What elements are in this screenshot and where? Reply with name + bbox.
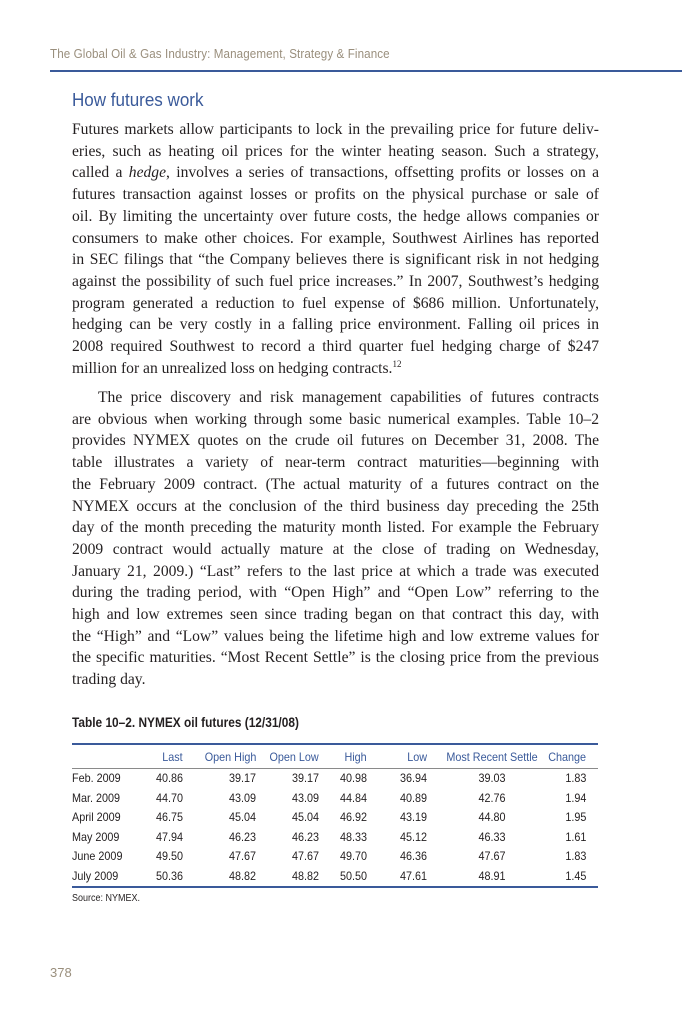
paragraph-1-line: Futures markets allow participants to lock in the prevailing price for future deliv-	[72, 121, 599, 138]
paragraph-2-line: trading day.	[72, 671, 146, 689]
paragraph-1-line: million for an unrealized loss on hedging contracts.$^{12}$	[72, 358, 402, 377]
paragraph-1-line: oil. By limiting the uncertainty over future costs, the hedge allows companies or	[72, 207, 599, 225]
row-label: July 2009	[72, 869, 119, 883]
paragraph-2-line: the February 2009 contract. (The actual maturity of a futures contract on the	[72, 475, 599, 493]
paragraph-1-line: hedging can be very costly in a falling price environment. Falling oil prices in	[72, 316, 599, 334]
paragraph-2	[72, 387, 599, 691]
paragraph-2-line: day of the month preceding the maturity month listed. For example the February	[72, 519, 599, 537]
column-header: Open High	[204, 750, 256, 764]
column-header: Open Low	[269, 750, 319, 764]
footnote-ref: 12	[392, 358, 402, 369]
paragraph-2-line: the specific maturities. “Most Recent Settle” is the closing price from the previous	[72, 649, 599, 667]
paragraph-1-line: consumers to make other choices. For example, Southwest Airlines has reported	[72, 229, 599, 247]
table-cell: 50.36	[155, 869, 183, 883]
paragraph-1-line: 2008 required Southwest to record a third quarter fuel hedging charge of $247	[72, 338, 599, 356]
table-cell: 46.36	[399, 849, 427, 863]
table-cell: 47.67	[228, 849, 256, 863]
table-cell: 39.17	[291, 771, 319, 785]
table-cell: 1.45	[564, 869, 586, 883]
row-label: Mar. 2009	[72, 791, 121, 805]
table-cell: 48.82	[291, 869, 319, 883]
paragraph-2-line: are obvious when working through some basic numerical examples. Table 10–2	[72, 410, 599, 428]
table-cell: 47.61	[399, 869, 427, 883]
table-cell: 48.33	[339, 830, 367, 844]
paragraph-2-line: table illustrates a variety of near-term contract maturities—beginning with	[72, 454, 599, 472]
column-header: Change	[548, 750, 586, 764]
paragraph-1-line: in SEC filings that “the Company believes there is significant risk in not hedging	[72, 251, 599, 269]
paragraph-2-line: high and low extremes seen since trading began on that contract this day, with	[72, 606, 599, 624]
column-header: Low	[407, 750, 427, 764]
paragraph-2-line: The price discovery and risk management capabilities of futures contracts	[98, 389, 599, 406]
table-cell: 39.17	[228, 771, 256, 785]
paragraph-2-line: NYMEX occurs at the conclusion of the third business day preceding the 25th	[72, 497, 599, 515]
table-cell: 46.23	[291, 830, 319, 844]
table-cell: 49.70	[339, 849, 367, 863]
table-cell: 48.82	[228, 869, 256, 883]
table-cell: 39.03	[478, 771, 506, 785]
table-cell: 1.83	[564, 849, 586, 863]
paragraph-2-line: the “High” and “Low” values being the lifetime high and low extreme values for	[72, 627, 599, 645]
table-cell: 40.98	[339, 771, 367, 785]
row-label: April 2009	[72, 810, 121, 824]
paragraph-2-line: January 21, 2009.) “Last” refers to the last price at which a trade was executed	[72, 562, 599, 580]
table-cell: 46.75	[155, 810, 183, 824]
table-cell: 47.67	[478, 849, 506, 863]
row-label: June 2009	[72, 849, 123, 863]
table-cell: 42.76	[478, 791, 506, 805]
table-cell: 44.84	[339, 791, 367, 805]
section-heading: How futures work	[72, 89, 204, 110]
column-header: Most Recent Settle	[446, 750, 538, 764]
table-cell: 46.33	[478, 830, 506, 844]
table-cell: 43.09	[228, 791, 256, 805]
table-top-rule	[72, 743, 598, 745]
column-header: Last	[162, 750, 183, 764]
table-cell: 40.89	[399, 791, 427, 805]
table-cell: 50.50	[339, 869, 367, 883]
paragraph-1-line: eries, such as heating oil prices for the winter heating season. Such a strategy,	[72, 142, 599, 160]
paragraph-1-line: called a hedge, involves a series of transactions, offsetting profits or losses on a	[72, 164, 599, 182]
table-bottom-rule	[72, 886, 598, 888]
table-cell: 46.92	[339, 810, 367, 824]
table-cell: 43.09	[291, 791, 319, 805]
column-header: High	[344, 750, 367, 764]
paragraph-2-line: provides NYMEX quotes on the crude oil futures on December 31, 2008. The	[72, 432, 599, 450]
table-cell: 47.94	[155, 830, 183, 844]
table-source: Source: NYMEX.	[72, 893, 141, 904]
running-head: The Global Oil & Gas Industry: Management, Strategy & Finance	[50, 47, 390, 61]
table-cell: 36.94	[399, 771, 427, 785]
table-cell: 1.95	[564, 810, 586, 824]
paragraph-1-line: program generated a reduction to fuel expense of $686 million. Unfortunately,	[72, 294, 599, 312]
table-cell: 48.91	[478, 869, 506, 883]
table-cell: 1.61	[564, 830, 586, 844]
table-cell: 44.80	[478, 810, 506, 824]
table-header-rule	[72, 768, 598, 769]
italic-term: hedge	[128, 164, 167, 182]
table-cell: 1.83	[564, 771, 586, 785]
row-label: May 2009	[72, 830, 120, 844]
table-cell: 43.19	[399, 810, 427, 824]
header-rule	[50, 70, 682, 72]
table-title: Table 10–2. NYMEX oil futures (12/31/08)	[72, 715, 299, 730]
table-cell: 1.94	[564, 791, 586, 805]
table-cell: 47.67	[291, 849, 319, 863]
table-cell: 40.86	[155, 771, 183, 785]
table-cell: 45.04	[291, 810, 319, 824]
paragraph-2-line: 2009 contract would actually mature at the close of trading on Wednesday,	[72, 540, 599, 558]
table-cell: 44.70	[155, 791, 183, 805]
table-cell: 45.04	[228, 810, 256, 824]
paragraph-1	[72, 119, 599, 379]
table-cell: 45.12	[399, 830, 427, 844]
table-cell: 49.50	[155, 849, 183, 863]
page-number: 378	[50, 965, 72, 980]
table-cell: 46.23	[228, 830, 256, 844]
paragraph-1-line: futures transaction against losses or profits on the physical purchase or sale of	[72, 186, 599, 204]
row-label: Feb. 2009	[72, 771, 121, 785]
paragraph-2-line: during the trading period, with “Open High” and “Open Low” referring to the	[72, 584, 599, 602]
paragraph-1-line: against the possibility of such fuel price increases.” In 2007, Southwest’s hedging	[72, 272, 599, 290]
